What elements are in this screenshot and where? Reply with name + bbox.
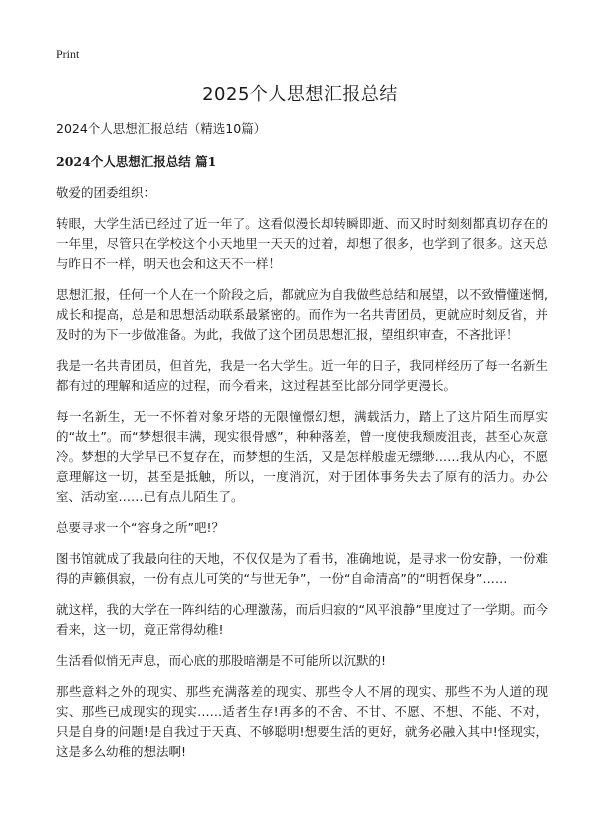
print-link[interactable]: Print <box>56 47 80 61</box>
article-subtitle: 2024个人思想汇报总结（精选10篇） <box>56 121 267 136</box>
page-title: 2025个人思想汇报总结 <box>202 84 398 105</box>
paragraph: 就这样，我的大学在一阵纠结的心理激荡，而后归寂的“风平浪静”里度过了一学期。而今看来，这一切，竟正常得幼稚! <box>56 602 548 637</box>
section-heading: 2024个人思想汇报总结 篇1 <box>56 154 217 169</box>
paragraph: 总要寻求一个“容身之所”吧!？ <box>56 520 224 535</box>
article-body <box>56 119 548 773</box>
paragraph: 生活看似悄无声息，而心底的那股暗潮是不可能所以沉默的! <box>56 653 387 668</box>
paragraph: 我是一名共青团员，但首先，我是一名大学生。近一年的日子，我同样经历了每一名新生都有过的理解和适应的过程，而今看来，这过程甚至比部分同学更漫长。 <box>56 358 548 393</box>
paragraph: 图书馆就成了我最向往的天地，不仅仅是为了看书，准确地说，是寻求一份安静，一份难得的声籁俱寂，一份有点儿可笑的“与世无争”，一份“自命清高”的“明哲保身”…… <box>56 551 548 586</box>
paragraph: 思想汇报，任何一个人在一个阶段之后，都就应为自我做些总结和展望，以不致懵懂迷惘,成长和提高，总是和思想活动联系最紧密的。而作为一名共青团员，更就应时刻反省，并及时的为下一步做准备。为此，我做了这个团员思想汇报，望组织审查，不吝批评！ <box>56 287 548 342</box>
paragraph: 那些意料之外的现实、那些充满落差的现实、那些令人不屑的现实、那些不为人道的现实、那些已成现实的现实……适者生存!再多的不舍、不甘、不愿、不想、不能、不对，只是自身的问题!是自我过于天真、不够聪明!想要生活的更好，就务必融入其中!怪现实，这是多么幼稚的想法啊! <box>56 684 548 759</box>
paragraph: 转眼，大学生活已经过了近一年了。这看似漫长却转瞬即逝、而又时时刻刻都真切存在的一年里，尽管只在学校这个小天地里一天天的过着，却想了很多，也学到了很多。这天总与昨日不一样，明天也会和这天不一样！ <box>56 216 548 271</box>
paragraph: 每一名新生，无一不怀着对象牙塔的无限憧憬幻想，满载活力，踏上了这片陌生而厚实的“故土”。而“梦想很丰满，现实很骨感”，种种落差，曾一度使我颓废沮丧，甚至心灰意冷。梦想的大学早已不复存在，而梦想的生活，又是怎样般虚无缥缈……我从内心，不愿意理解这一切，甚至是抵触，所以，一度消沉，对于团体事务失去了原有的活力。办公室、活动室……已有点儿陌生了。 <box>56 409 548 504</box>
salutation: 敬爱的团委组织： <box>56 185 157 200</box>
